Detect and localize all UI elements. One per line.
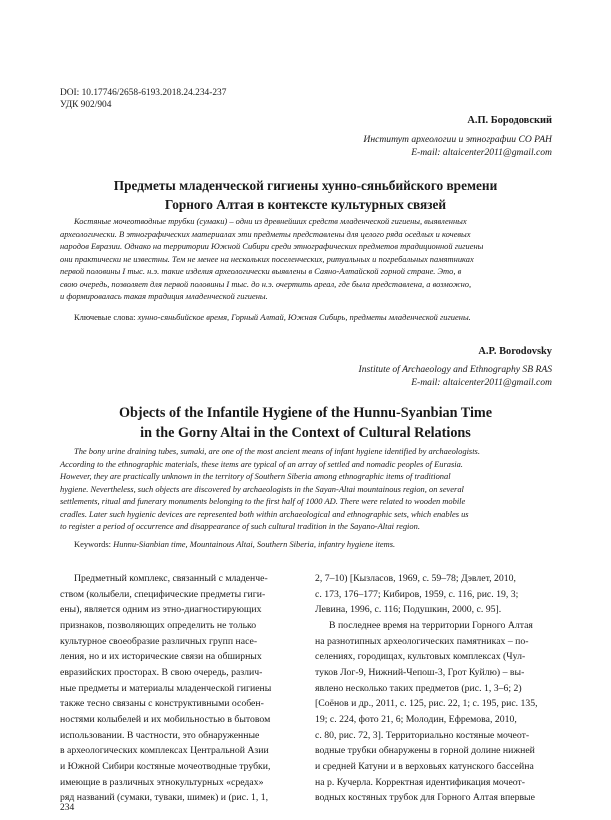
- body-line: ностями колыбелей и их мобильностью в бытовом: [60, 713, 271, 725]
- page-number: 234: [60, 803, 75, 813]
- keywords-en-label: Keywords:: [74, 539, 112, 549]
- body-line: селениях, городищах, культовых комплексах (Чул-: [315, 651, 526, 663]
- keywords-en-text: Hunnu-Sianbian time, Mountainous Altai, Southern Siberia, infantry hygiene items.: [113, 539, 396, 549]
- body-line: с. 80, рис. 72, 3]. Территориально костяные мочеот-: [315, 729, 530, 741]
- body-line: с. 173, 176–177; Кибиров, 1959, с. 116, рис. 19, 3;: [315, 588, 519, 600]
- body-line: Левина, 1996, с. 116; Подушкин, 2000, с. 95].: [315, 604, 502, 616]
- body-left-column: [60, 571, 294, 806]
- body-line: и средней Катуни и в верховьях катунского бассейна: [315, 760, 534, 772]
- body-line: имеющие в различных этнокультурных «средах»: [60, 776, 264, 788]
- body-line: Предметный комплекс, связанный с младенче-: [74, 573, 268, 584]
- abstract-ru-line: и формировалась такая традиция младенческой гигиены.: [60, 291, 268, 302]
- title-en-line-2: in the Gorny Altai in the Context of Cultural Relations: [140, 424, 471, 441]
- affiliation-ru: Институт археологии и этнографии СО РАН: [363, 134, 552, 145]
- body-line: использовании. В частности, это обнаруженные: [60, 729, 260, 741]
- title-ru: [60, 176, 551, 214]
- email-en: E-mail: altaicenter2011@gmail.com: [411, 377, 552, 388]
- body-line: культурное своеобразие различных групп насе-: [60, 635, 258, 647]
- keywords-en: [74, 538, 395, 551]
- body-line: 19; с. 224, фото 21, 6; Молодин, Ефремова, 2010,: [315, 713, 517, 725]
- body-line: на разнотипных археологических памятниках – по-: [315, 635, 529, 647]
- body-line: и Южной Сибири костяные мочеотводные трубки,: [60, 760, 271, 772]
- abstract-ru-line: первой половины I тыс. н.э. такие изделия археологически выявлены в Саяно-Алтайской горной стране. Это, в: [60, 266, 462, 277]
- body-line: водных костяных трубок для Горного Алтая впервые: [315, 792, 535, 804]
- body-line: туков Лог-9, Нижний-Чепош-3, Грот Куйлю) – вы-: [315, 666, 525, 678]
- email-ru: E-mail: altaicenter2011@gmail.com: [411, 147, 552, 158]
- abstract-en-line: The bony urine draining tubes, sumaki, are one of the most ancient means of infant hygiene identified by archaeologists.: [74, 446, 480, 456]
- body-line: в археологических комплексах Центральной Азии: [60, 745, 269, 757]
- body-line: 2, 7–10) [Кызласов, 1969, с. 59–78; Дэвлет, 2010,: [315, 573, 516, 584]
- abstract-en-line: settlements, ritual and funerary monuments belonging to the first half of 1000 AD. There were related to wooden mobile: [60, 496, 466, 507]
- body-line: на р. Кучерла. Корректная идентификация мочеот-: [315, 776, 526, 788]
- title-ru-line-1: Предметы младенческой гигиены хунно-сяньбийского времени: [113, 178, 498, 193]
- abstract-en-line: According to the ethnographic materials, these items are typical of an array of settled and nomadic peoples of Eurasia.: [60, 458, 463, 469]
- body-line: ряд названий (сумаки, туваки, шимек) и (рис. 1, 1,: [60, 792, 269, 804]
- abstract-ru-line: народов Евразии. Однако на территории Южной Сибири среди этнографических предметов традиционной гигиены: [60, 241, 484, 252]
- abstract-en-line: However, they are practically unknown in the territory of Southern Siberia among ethnographic items of traditional: [60, 471, 451, 482]
- author-ru: А.П. Бородовский: [467, 115, 552, 126]
- abstract-en-line: cradles. Later such hygienic devices are represented both within archaeological and ethnographic sets, which enables us: [60, 508, 469, 519]
- body-line: водные трубки обнаружены в горной долине нижней: [315, 745, 535, 757]
- body-line: В последнее время на территории Горного Алтая: [329, 619, 533, 631]
- body-line: также тесно связаны с конструктивными особен-: [60, 698, 264, 710]
- body-line: [Соёнов и др., 2011, с. 125, рис. 22, 1; с. 195, рис. 135,: [315, 698, 538, 710]
- doi: DOI: 10.17746/2658-6193.2018.24.234-237: [60, 88, 227, 98]
- udk: УДК 902/904: [60, 100, 112, 110]
- body-line: явлено несколько таких предметов (рис. 1, 3–6; 2): [315, 682, 522, 694]
- body-line: ены), является одним из этно-диагностирующих: [60, 604, 262, 616]
- body-line: ления, но и их исторические связи на обширных: [60, 651, 262, 663]
- title-en: [60, 404, 551, 443]
- abstract-ru-line: археологически. В этнографических материалах эти предметы представлены для целого ряда оседлых и кочевых: [60, 228, 471, 239]
- keywords-ru-label: Ключевые слова:: [74, 312, 136, 322]
- abstract-ru-line: Костяные мочеотводные трубки (сумаки) – одни из древнейших средств младенческой гигиены, выявленных: [74, 216, 467, 226]
- keywords-ru-text: хунно-сяньбийское время, Горный Алтай, Южная Сибирь, предметы младенческой гигиены.: [137, 312, 471, 322]
- body-right-column: [315, 571, 551, 806]
- affiliation-en: Institute of Archaeology and Ethnography SB RAS: [358, 364, 552, 375]
- abstract-ru-line: свою очередь, позволяет для первой половины I тыс. до н.э. очертить ареал, где была представлена, а возможно,: [60, 278, 472, 289]
- author-en: A.P. Borodovsky: [478, 346, 552, 357]
- body-line: признаков, позволяющих определить не только: [60, 619, 257, 631]
- title-en-line-1: Objects of the Infantile Hygiene of the Hunnu-Syanbian Time: [118, 405, 493, 421]
- keywords-ru: [74, 311, 471, 324]
- title-ru-line-2: Горного Алтая в контексте культурных связей: [164, 197, 447, 212]
- abstract-en-line: hygiene. Nevertheless, such objects are discovered by archaeologists in the Sayan-Altai mountainous region, on several: [60, 483, 464, 494]
- abstract-ru: [60, 215, 551, 303]
- abstract-en: [60, 445, 551, 533]
- abstract-en-line: to register a period of occurrence and disappearance of such cultural tradition in the Sayano-Altai region.: [60, 521, 420, 532]
- abstract-ru-line: они практически не известны. Тем не менее на нескольких поселенческих, ритуальных и погребальных памятниках: [60, 253, 474, 264]
- body-line: евразийских просторах. В свою очередь, различ-: [60, 666, 263, 678]
- body-line: ные предметы и материалы младенческой гигиены: [60, 682, 272, 694]
- body-line: ством (колыбели, специфические предметы гиги-: [60, 588, 266, 600]
